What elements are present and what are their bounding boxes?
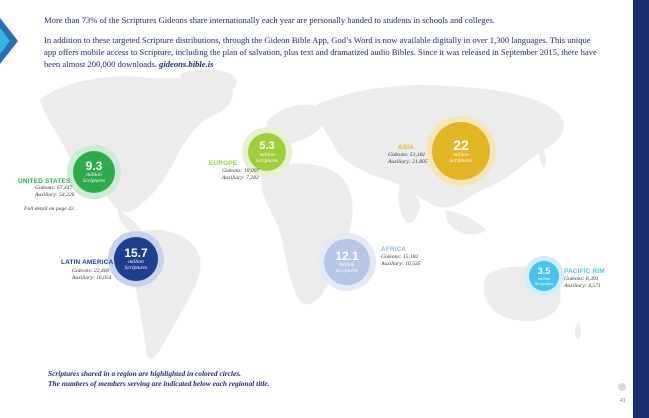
us-auxiliary: Auxiliary: 54,226 <box>35 192 75 198</box>
pacific-rim-circle <box>529 261 559 291</box>
new-zealand-shape <box>575 322 581 340</box>
africa-stats <box>381 254 420 268</box>
europe-value: 5.3 <box>259 139 275 152</box>
latin-america-title: LATIN AMERICA <box>61 259 114 266</box>
page-marker-icon <box>618 383 626 391</box>
pacific-rim-auxiliary: Auxiliary: 4,571 <box>564 283 601 289</box>
latin-america-unit-2: Scriptures <box>124 265 148 271</box>
pacific-rim-gideons: Gideons: 8,391 <box>564 276 599 282</box>
latin-america-stats <box>72 268 111 282</box>
pacific-rim-stats <box>564 276 601 290</box>
southeast-asia-shape <box>445 210 486 235</box>
europe-auxiliary: Auxiliary: 7,282 <box>222 175 259 181</box>
world-map <box>0 60 633 390</box>
footnote-line-1: Scriptures shared in a region are highlighted in colored circles. <box>48 369 241 378</box>
asia-title: ASIA <box>398 144 415 151</box>
intro-paragraph-1: More than 73% of the Scriptures Gideons share internationally each year are personally handed to students in schools and colleges. <box>44 15 496 25</box>
asia-gideons: Gideons: 51,181 <box>388 152 426 158</box>
page-number: 41 <box>620 398 626 404</box>
us-circle <box>73 151 115 193</box>
us-title: UNITED STATES <box>18 178 71 185</box>
africa-gideons: Gideons: 15,182 <box>381 254 419 260</box>
us-detail: Full detail on page 42. <box>24 206 76 212</box>
asia-value: 22 <box>453 137 469 153</box>
europe-circle <box>248 133 286 171</box>
pacific-rim-title: PACIFIC RIM <box>564 268 605 275</box>
pacific-rim-unit-1: million <box>537 275 551 281</box>
africa-circle <box>324 239 370 285</box>
europe-title: EUROPE <box>209 160 238 167</box>
corner-chevron-icon <box>0 18 18 64</box>
asia-circle <box>432 122 490 180</box>
latin-america-circle <box>114 237 158 281</box>
africa-unit-2: Scriptures <box>335 268 359 274</box>
africa-value: 12.1 <box>335 249 359 263</box>
asia-unit-2: Scriptures <box>449 158 473 164</box>
latin-america-gideons: Gideons: 22,400 <box>72 268 110 274</box>
africa-auxiliary: Auxiliary: 10,535 <box>381 261 421 267</box>
latin-america-unit-1: million <box>128 259 144 265</box>
app-url: gideons.bible.is <box>159 59 214 69</box>
asia-unit-1: million <box>453 152 469 158</box>
latin-america-auxiliary: Auxiliary: 16,054 <box>72 275 112 281</box>
europe-stats <box>222 168 259 182</box>
footnote-line-2: The numbers of members serving are indicated below each regional title. <box>48 379 270 388</box>
pacific-rim-value: 3.5 <box>537 265 551 276</box>
pacific-rim-unit-2: Scriptures <box>534 280 554 286</box>
europe-gideons: Gideons: 18,007 <box>222 168 260 174</box>
intro-paragraph-2-text: In addition to these targeted Scripture distributions, through the Gideon Bible App, God’s Word is now available digitally in over 1,300 languages. This unique app offers mobile access to Scripture, including the plan of salvation, plus text and dramatized audio Bibles. Since it was released in September 2015, there have been almost 200,000 downloads. <box>44 35 597 69</box>
right-edge-band <box>633 0 649 418</box>
map-footnote <box>48 369 270 389</box>
europe-unit-1: million <box>259 151 275 158</box>
us-stats <box>35 185 74 199</box>
africa-title: AFRICA <box>381 246 407 253</box>
latin-america-value: 15.7 <box>124 246 148 260</box>
us-gideons: Gideons: 67,447 <box>35 185 73 191</box>
japan-shape <box>539 148 546 168</box>
africa-unit-1: million <box>339 262 355 268</box>
us-unit-1: million <box>86 172 102 178</box>
asia-auxiliary: Auxiliary: 21,805 <box>388 159 428 165</box>
us-unit-2: Scriptures <box>82 178 106 184</box>
us-value: 9.3 <box>85 159 103 173</box>
europe-unit-2: Scriptures <box>255 157 279 164</box>
asia-stats <box>388 152 427 166</box>
